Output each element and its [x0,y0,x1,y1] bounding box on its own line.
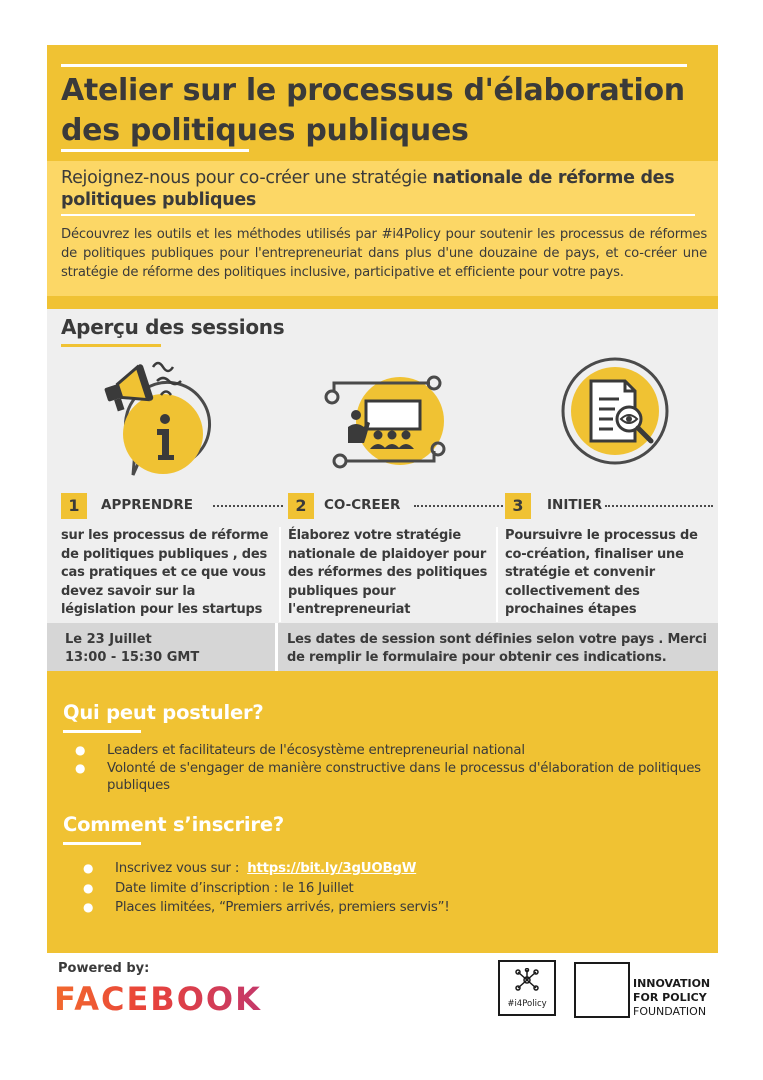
registration-link[interactable]: https://bit.ly/3gUOBgW [247,861,417,876]
step-3-name: INITIER [547,497,603,513]
session-date-time: 13:00 - 15:30 GMT [65,650,200,665]
innovation-for-policy-logo-box [574,962,630,1018]
title-top-rule [61,64,687,67]
eligibility-list [75,742,705,795]
foundation-line-2: FOR POLICY [633,991,707,1004]
eligibility-item-1: Leaders et facilitateurs de l'écosystème entrepreneurial national [107,743,525,758]
facebook-logo: FACEBOOK [54,980,262,1018]
session-dates-bar [47,623,718,671]
sessions-title: Aperçu des sessions [61,315,285,339]
step-1-name: APPRENDRE [101,497,193,513]
list-item: ● Inscrivez vous sur : https://bit.ly/3gUOBgW [83,861,417,876]
step-2-name: CO-CREER [324,497,401,513]
list-item: ● Leaders et facilitateurs de l'écosystème entrepreneurial national [75,743,525,758]
sessions-panel [47,309,718,671]
eligibility-title-underline [63,730,141,733]
step-1-header [61,493,285,519]
registration-item-2: Date limite d’inscription : le 16 Juillet [115,880,354,896]
date-bar-divider [275,623,278,671]
foundation-line-3: FOUNDATION [633,1005,707,1018]
registration-title: Comment s’inscrire? [63,813,284,836]
registration-item-1-label: Inscrivez vous sur : [115,861,240,876]
step-1-number: 1 [61,493,87,519]
step-3-dotted-connector [605,505,713,507]
powered-by-label: Powered by: [58,961,150,976]
subtitle-plain: Rejoignez-nous pour co-créer une stratégie [61,168,433,188]
session-date-day: Le 23 Juillet [65,632,152,647]
list-item: ● Date limite d’inscription : le 16 Juillet [83,880,354,896]
subtitle-bold: nationale de réforme des politiques publiques [61,168,675,210]
eligibility-title: Qui peut postuler? [63,701,264,724]
step-2-description: Élaborez votre stratégie nationale de plaidoyer pour des réformes des politiques publiques pour l'entrepreneuriat [288,528,488,617]
i4policy-logo [498,960,556,1016]
session-date [65,631,199,667]
intro-section [47,161,718,296]
megaphone-info-icon [95,349,215,479]
subtitle [61,167,721,211]
network-nodes-icon [514,968,540,992]
list-item: ● Volonté de s'engager de manière constructive dans le processus d'élaboration de politiques publiques [75,760,701,793]
column-divider-1 [279,527,281,622]
step-3-description: Poursuivre le processus de co-création, finaliser une stratégie et convenir collectivement des prochaines étapes [505,528,698,617]
intro-description: Découvrez les outils et les méthodes utilisés par #i4Policy pour soutenir les processus de réformes de politiques publiques pour l'entrepreneuriat dans plus d'une douzaine de pays, et co-créer une stratégie de réforme des politiques inclusive, participative et efficiente pour votre pays. [61,227,707,280]
i4policy-label: #i4Policy [507,999,547,1009]
title-line-2: des politiques publiques [61,113,469,148]
innovation-for-policy-logo-text [633,977,710,1019]
list-item: ● Places limitées, “Premiers arrivés, premiers servis”! [83,900,450,915]
step-2-header [288,493,512,519]
foundation-line-1: INNOVATION [633,977,711,990]
registration-list [83,860,683,917]
step-2-dotted-connector [414,505,510,507]
page-title [61,71,711,151]
step-2-number: 2 [288,493,314,519]
document-magnifier-icon [555,351,675,471]
session-dates-note: Les dates de session sont définies selon votre pays . Merci de remplir le formulaire pour obtenir ces indications. [287,632,707,665]
eligibility-item-2: Volonté de s'engager de manière constructive dans le processus d'élaboration de politiques publiques [107,760,701,793]
presentation-board-icon [322,369,462,479]
step-3-header [505,493,717,519]
intro-divider [61,214,695,216]
registration-item-3: Places limitées, “Premiers arrivés, premiers servis”! [115,900,450,915]
step-3-number: 3 [505,493,531,519]
sessions-title-underline [61,344,161,347]
step-1-dotted-connector [213,505,283,507]
flyer-poster [47,45,718,953]
registration-title-underline [63,842,141,845]
column-divider-2 [496,527,498,622]
title-bottom-rule [61,149,249,152]
step-1-description: sur les processus de réforme de politiques publiques , des cas pratiques et ce que vous devez savoir sur la législation pour les startups [61,528,269,617]
title-line-1: Atelier sur le processus d'élaboration [61,73,685,108]
